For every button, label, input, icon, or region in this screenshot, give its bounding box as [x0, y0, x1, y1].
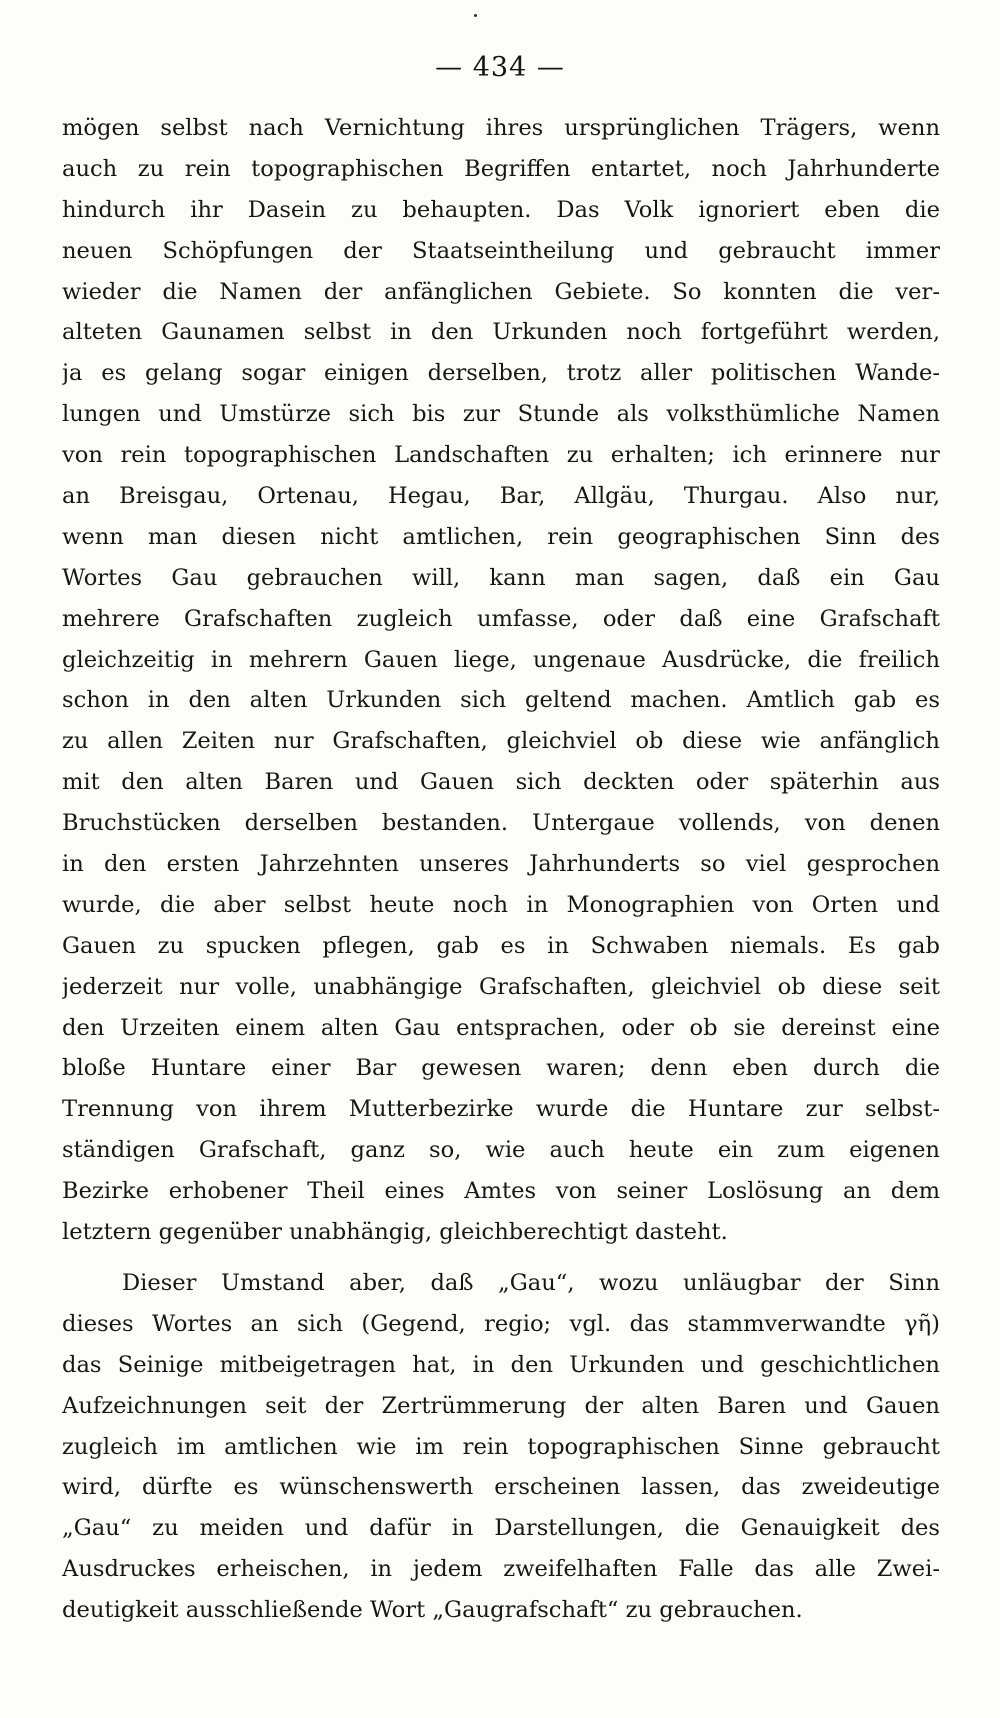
- text-line: alteten Gaunamen selbst in den Urkunden noch fortgeführt werden,: [62, 319, 940, 346]
- text-line: wird, dürfte es wünschenswerth erscheinen lassen, das zweideutige: [62, 1474, 940, 1501]
- page-number: — 434 —: [435, 52, 565, 83]
- paragraph-gap: [62, 1253, 940, 1263]
- text-line: Aufzeichnungen seit der Zertrümmerung der alten Baren und Gauen: [62, 1392, 940, 1419]
- text-line: wenn man diesen nicht amtlichen, rein geographischen Sinn des: [62, 523, 940, 550]
- text-line: ja es gelang sogar einigen derselben, trotz aller politischen Wande-: [62, 360, 940, 387]
- text-line: letztern gegenüber unabhängig, gleichberechtigt dasteht.: [62, 1219, 728, 1246]
- text-line: ständigen Grafschaft, ganz so, wie auch heute ein zum eigenen: [62, 1137, 940, 1164]
- text-line: dieses Wortes an sich (Gegend, regio; vgl. das stammverwandte γῆ): [62, 1310, 940, 1337]
- text-line: Trennung von ihrem Mutterbezirke wurde die Huntare zur selbst-: [62, 1096, 940, 1123]
- text-line: mit den alten Baren und Gauen sich deckten oder späterhin aus: [62, 769, 940, 796]
- text-line: „Gau“ zu meiden und dafür in Darstellungen, die Genauigkeit des: [62, 1515, 940, 1542]
- text-line: an Breisgau, Ortenau, Hegau, Bar, Allgäu, Thurgau. Also nur,: [62, 483, 940, 510]
- text-line: schon in den alten Urkunden sich geltend machen. Amtlich gab es: [62, 687, 940, 714]
- text-line: zugleich im amtlichen wie im rein topographischen Sinne gebraucht: [62, 1433, 940, 1460]
- text-line: neuen Schöpfungen der Staatseintheilung und gebraucht immer: [62, 237, 940, 264]
- text-line: lungen und Umstürze sich bis zur Stunde als volksthümliche Namen: [62, 401, 940, 428]
- text-line: Bruchstücken derselben bestanden. Untergaue vollends, von denen: [62, 810, 940, 837]
- text-line: bloße Huntare einer Bar gewesen waren; denn eben durch die: [62, 1055, 940, 1082]
- text-line: Gauen zu spucken pflegen, gab es in Schwaben niemals. Es gab: [62, 932, 940, 959]
- paragraph-2: [62, 1263, 940, 1631]
- text-line: Dieser Umstand aber, daß „Gau“, wozu unläugbar der Sinn: [122, 1269, 940, 1296]
- paragraph-1: [62, 108, 940, 1253]
- text-line: wieder die Namen der anfänglichen Gebiete. So konnten die ver-: [62, 278, 940, 305]
- text-line: in den ersten Jahrzehnten unseres Jahrhunderts so viel gesprochen: [62, 851, 940, 878]
- text-line: wurde, die aber selbst heute noch in Monographien von Orten und: [62, 891, 940, 918]
- text-line: von rein topographischen Landschaften zu erhalten; ich erinnere nur: [62, 442, 940, 469]
- text-line: den Urzeiten einem alten Gau entsprachen, oder ob sie dereinst eine: [62, 1014, 940, 1041]
- text-line: auch zu rein topographischen Begriffen entartet, noch Jahrhunderte: [62, 155, 940, 182]
- body-text: [62, 108, 940, 1631]
- text-line: mögen selbst nach Vernichtung ihres ursprünglichen Trägers, wenn: [62, 115, 940, 141]
- text-line: deutigkeit ausschließende Wort „Gaugrafschaft“ zu gebrauchen.: [62, 1597, 803, 1624]
- text-line: gleichzeitig in mehrern Gauen liege, ungenaue Ausdrücke, die freilich: [62, 646, 940, 673]
- text-line: Ausdruckes erheischen, in jedem zweifelhaften Falle das alle Zwei-: [62, 1556, 940, 1583]
- text-line: das Seinige mitbeigetragen hat, in den Urkunden und geschichtlichen: [62, 1351, 940, 1378]
- text-line: Wortes Gau gebrauchen will, kann man sagen, daß ein Gau: [62, 564, 940, 591]
- text-line: hindurch ihr Dasein zu behaupten. Das Volk ignoriert eben die: [62, 196, 940, 223]
- text-line: jederzeit nur volle, unabhängige Grafschaften, gleichviel ob diese seit: [62, 973, 940, 1000]
- text-line: Bezirke erhobener Theil eines Amtes von seiner Loslösung an dem: [62, 1178, 940, 1205]
- print-speck: [474, 14, 477, 17]
- text-line: zu allen Zeiten nur Grafschaften, gleichviel ob diese wie anfänglich: [62, 728, 940, 755]
- text-line: mehrere Grafschaften zugleich umfasse, oder daß eine Grafschaft: [62, 605, 940, 632]
